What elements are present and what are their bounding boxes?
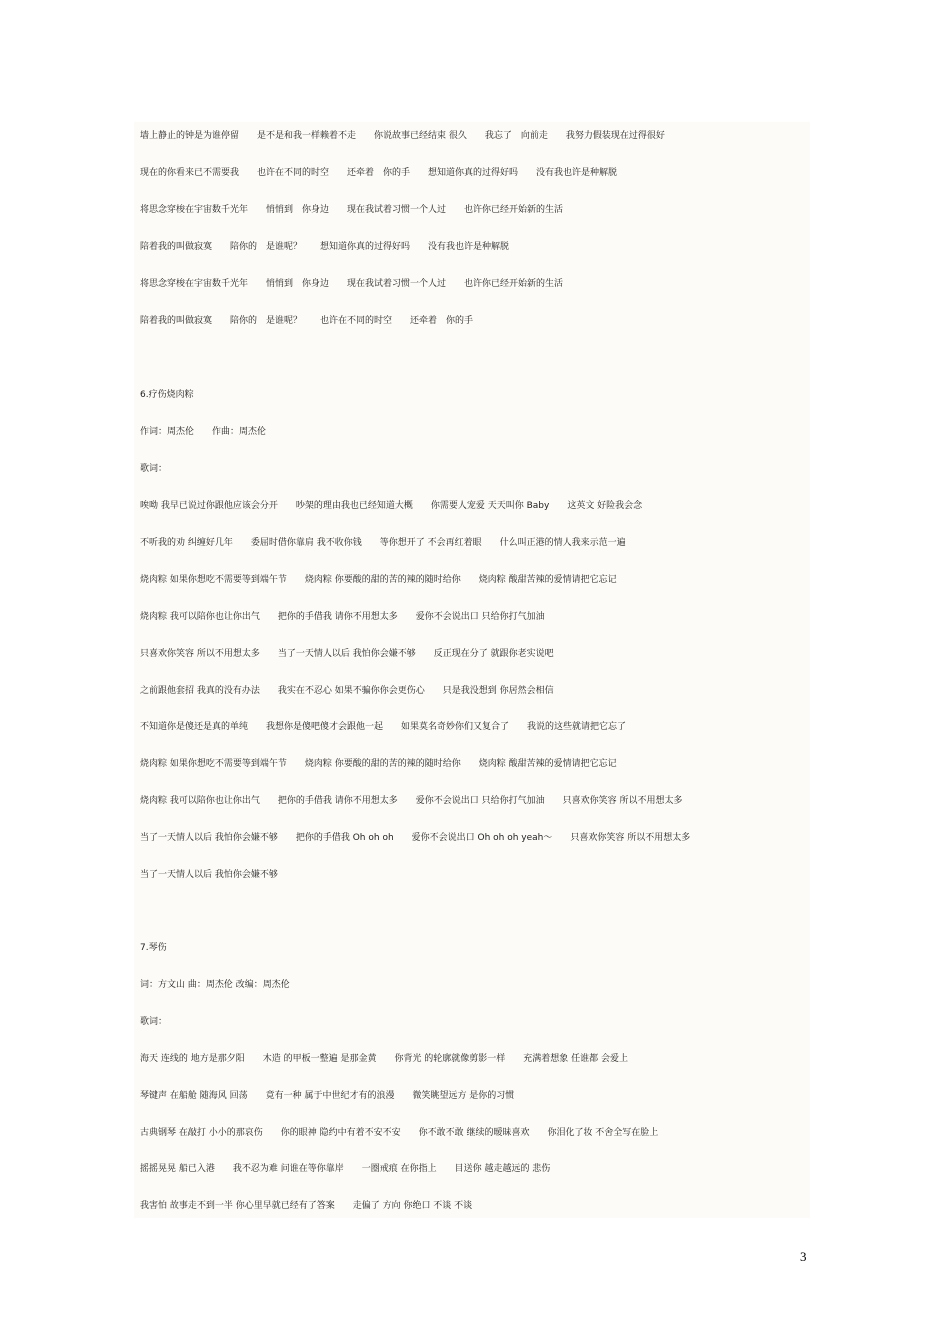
lyric-line: 古典钢琴 在敲打 小小的那哀伤 你的眼神 隐约中有着不安不安 你不敢不敢 继续的暧昧喜欢 你泪化了妆 不舍全写在脸上 — [140, 1128, 659, 1138]
lyric-line: 烧肉粽 如果你想吃不需要等到端午节 烧肉粽 你要酸的甜的苦的辣的随时给你 烧肉粽 酸甜苦辣的爱情请把它忘记 — [140, 759, 617, 769]
lyrics-label: 歌词： — [140, 1017, 168, 1027]
lyric-line: 摇摇晃晃 船已入港 我不忍为难 问谁在等你靠岸 一圈戒痕 在你指上 目送你 越走越远的 悲伤 — [140, 1164, 551, 1174]
lyric-line: 海天 连线的 地方是那夕阳 木造 的甲板一整遍 是那金黄 你背光 的轮廓就像剪影一样 充满着想象 任谁都 会爱上 — [140, 1054, 629, 1064]
lyric-line: 烧肉粽 我可以陪你也让你出气 把你的手借我 请你不用想太多 爱你不会说出口 只给你打气加油 只喜欢你笑容 所以不用想太多 — [140, 796, 683, 806]
lyric-line: 不知道你是傻还是真的单纯 我想你是傻吧傻才会跟他一起 如果莫名奇妙你们又复合了 我说的这些就请把它忘了 — [140, 722, 627, 732]
lyric-line: 之前跟他套招 我真的没有办法 我实在不忍心 如果不骗你你会更伤心 只是我没想到 你居然会相信 — [140, 686, 554, 696]
lyrics-label: 歌词： — [140, 464, 168, 474]
lyric-line: 我害怕 故事走不到一半 你心里早就已经有了答案 走偏了 方向 你绝口 不谈 不谈 — [140, 1201, 473, 1211]
lyric-line: 将思念穿梭在宇宙数千光年 悄悄到 你身边 现在我试着习惯一个人过 也许你已经开始新的生活 — [140, 279, 564, 289]
lyric-line: 琴键声 在船舱 随海风 回荡 竟有一种 属于中世纪才有的浪漫 微笑眺望远方 是你的习惯 — [140, 1091, 515, 1101]
lyric-line: 只喜欢你笑容 所以不用想太多 当了一天情人以后 我怕你会嫌不够 反正现在分了 就跟你老实说吧 — [140, 649, 554, 659]
lyric-line: 陪着我的叫做寂寞 陪你的 是谁呢？ 想知道你真的过得好吗 没有我也许是种解脱 — [140, 242, 510, 252]
lyric-line: 陪着我的叫做寂寞 陪你的 是谁呢？ 也许在不同的时空 还牵着 你的手 — [140, 316, 474, 326]
lyric-line: 当了一天情人以后 我怕你会嫌不够 把你的手借我 Oh oh oh 爱你不会说出口 Oh oh oh yeah～ 只喜欢你笑容 所以不用想太多 — [140, 833, 691, 843]
lyric-line: 唉呦 我早已说过你跟他应该会分开 吵架的理由我也已经知道大概 你需要人宠爱 天天叫你 Baby 这英文 好险我会念 — [140, 501, 643, 511]
song-credits: 词：方文山 曲：周杰伦 改编：周杰伦 — [140, 980, 290, 990]
page-number: 3 — [800, 1249, 807, 1264]
lyric-line: 将思念穿梭在宇宙数千光年 悄悄到 你身边 现在我试着习惯一个人过 也许你已经开始新的生活 — [140, 205, 564, 215]
lyric-line: 墙上静止的钟是为谁停留 是不是和我一样赖着不走 你说故事已经结束 很久 我忘了 向前走 我努力假装现在过得很好 — [140, 131, 665, 141]
song-title: 6.疗伤烧肉粽 — [140, 390, 194, 400]
song-title: 7.琴伤 — [140, 943, 167, 953]
lyric-line: 当了一天情人以后 我怕你会嫌不够 — [140, 870, 278, 880]
lyric-line: 烧肉粽 我可以陪你也让你出气 把你的手借我 请你不用想太多 爱你不会说出口 只给你打气加油 — [140, 612, 545, 622]
lyric-line: 不听我的劝 纠缠好几年 委屈时借你靠肩 我不收你钱 等你想开了 不会再红着眼 什么叫正港的情人我来示范一遍 — [140, 538, 626, 548]
lyric-line: 烧肉粽 如果你想吃不需要等到端午节 烧肉粽 你要酸的甜的苦的辣的随时给你 烧肉粽 酸甜苦辣的爱情请把它忘记 — [140, 575, 617, 585]
song-credits: 作词：周杰伦 作曲：周杰伦 — [140, 427, 267, 437]
lyric-line: 现在的你看来已不需要我 也许在不同的时空 还牵着 你的手 想知道你真的过得好吗 没有我也许是种解脱 — [140, 168, 618, 178]
